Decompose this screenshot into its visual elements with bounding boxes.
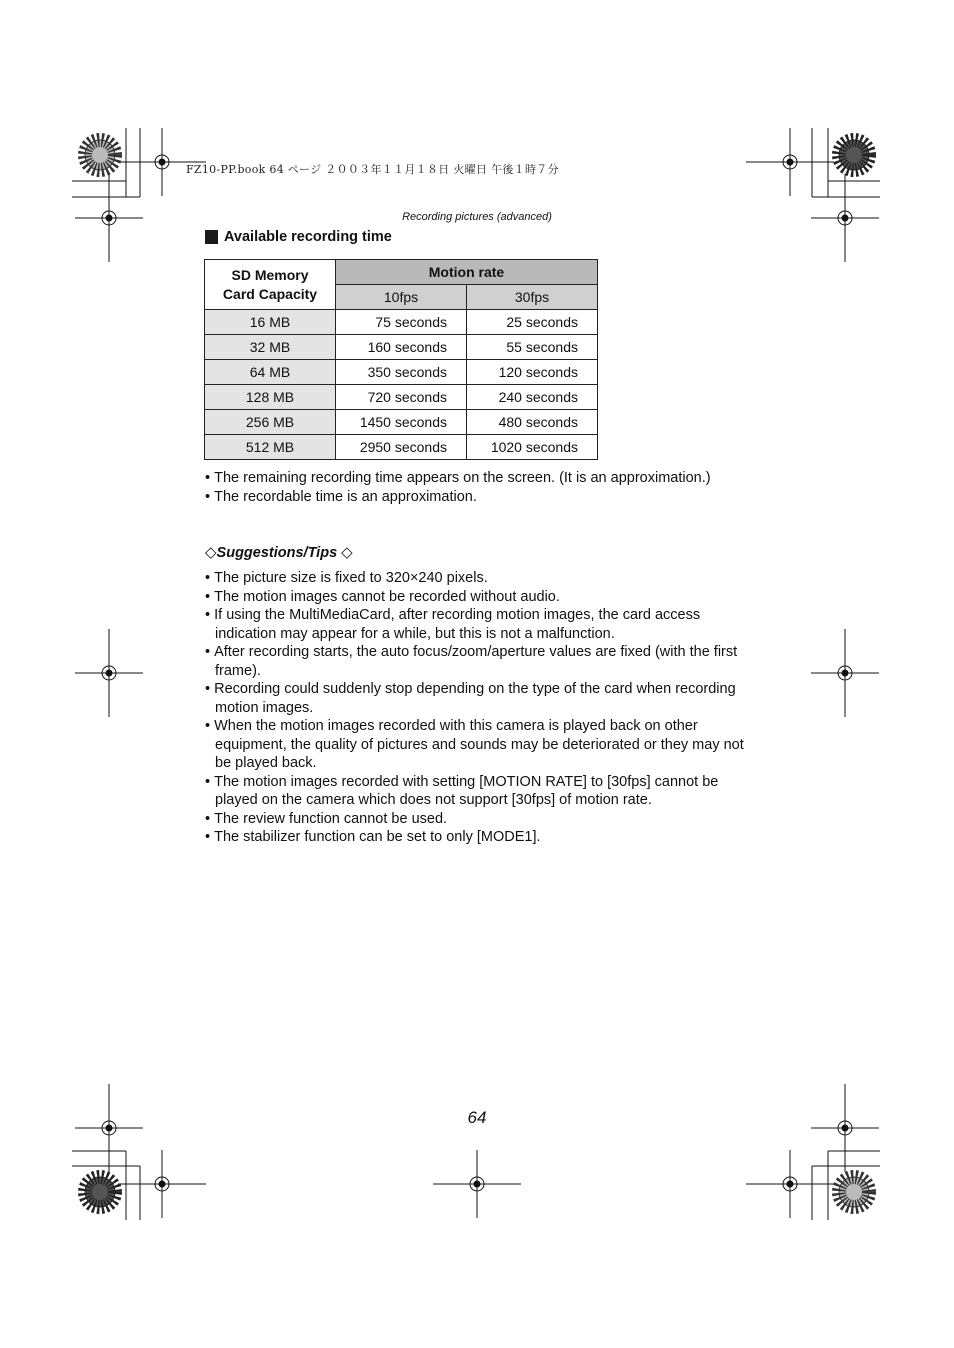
fps10-cell: 1450 seconds — [336, 410, 467, 435]
fps30-cell: 1020 seconds — [467, 435, 598, 460]
list-item: • When the motion images recorded with this camera is played back on other equipment, the quality of pictures and sounds may be deteriorated or they may not be played back. — [205, 717, 750, 773]
tips-list — [205, 569, 750, 847]
list-item: • If using the MultiMediaCard, after recording motion images, the card access indication may appear for a while, but this is not a malfunction. — [205, 606, 750, 643]
fps10-cell: 720 seconds — [336, 385, 467, 410]
page-number: 64 — [467, 1108, 487, 1127]
recording-time-table — [204, 259, 598, 460]
fps30-cell: 240 seconds — [467, 385, 598, 410]
square-bullet-icon — [205, 230, 218, 244]
table-row — [205, 335, 598, 360]
list-item: • The remaining recording time appears on the screen. (It is an approximation.) — [205, 469, 750, 488]
header-card-capacity — [205, 260, 336, 310]
fps10-cell: 75 seconds — [336, 310, 467, 335]
capacity-cell: 512 MB — [205, 435, 336, 460]
tips-heading — [205, 543, 353, 561]
fps10-cell: 2950 seconds — [336, 435, 467, 460]
diamond-icon: ◇ — [341, 544, 353, 561]
fps10-cell: 160 seconds — [336, 335, 467, 360]
fps10-cell: 350 seconds — [336, 360, 467, 385]
table-row — [205, 385, 598, 410]
diamond-icon: ◇ — [205, 544, 217, 561]
header-30fps: 30fps — [467, 285, 598, 310]
capacity-cell: 16 MB — [205, 310, 336, 335]
list-item: • The review function cannot be used. — [205, 810, 750, 829]
fps30-cell: 25 seconds — [467, 310, 598, 335]
running-head: Recording pictures (advanced) — [402, 211, 552, 223]
list-item: • The motion images cannot be recorded without audio. — [205, 588, 750, 607]
fps30-cell: 120 seconds — [467, 360, 598, 385]
header-capacity-line2: Card Capacity — [222, 285, 318, 302]
table-row — [205, 310, 598, 335]
header-10fps: 10fps — [336, 285, 467, 310]
capacity-cell: 32 MB — [205, 335, 336, 360]
print-slug: FZ10-PP.book 64 ページ ２００３年１１月１８日 火曜日 午後１時７分 — [186, 163, 559, 176]
tips-title: Suggestions/Tips — [216, 545, 338, 561]
list-item: • The recordable time is an approximation. — [205, 488, 750, 507]
capacity-cell: 256 MB — [205, 410, 336, 435]
header-motion-rate: Motion rate — [336, 260, 598, 285]
capacity-cell: 64 MB — [205, 360, 336, 385]
fps30-cell: 55 seconds — [467, 335, 598, 360]
list-item: • The stabilizer function can be set to only [MODE1]. — [205, 828, 750, 847]
table-row — [205, 410, 598, 435]
list-item: • The motion images recorded with setting [MOTION RATE] to [30fps] cannot be played on the camera which does not support [30fps] of motion rate. — [205, 773, 750, 810]
header-capacity-line1: SD Memory — [231, 266, 309, 283]
list-item: • The picture size is fixed to 320×240 pixels. — [205, 569, 750, 588]
section-title — [205, 229, 392, 245]
capacity-cell: 128 MB — [205, 385, 336, 410]
section-title-text: Available recording time — [224, 229, 392, 245]
fps30-cell: 480 seconds — [467, 410, 598, 435]
table-row — [205, 435, 598, 460]
notes-list — [205, 469, 750, 506]
table-row — [205, 360, 598, 385]
list-item: • After recording starts, the auto focus/zoom/aperture values are fixed (with the first frame). — [205, 643, 750, 680]
list-item: • Recording could suddenly stop depending on the type of the card when recording motion images. — [205, 680, 750, 717]
